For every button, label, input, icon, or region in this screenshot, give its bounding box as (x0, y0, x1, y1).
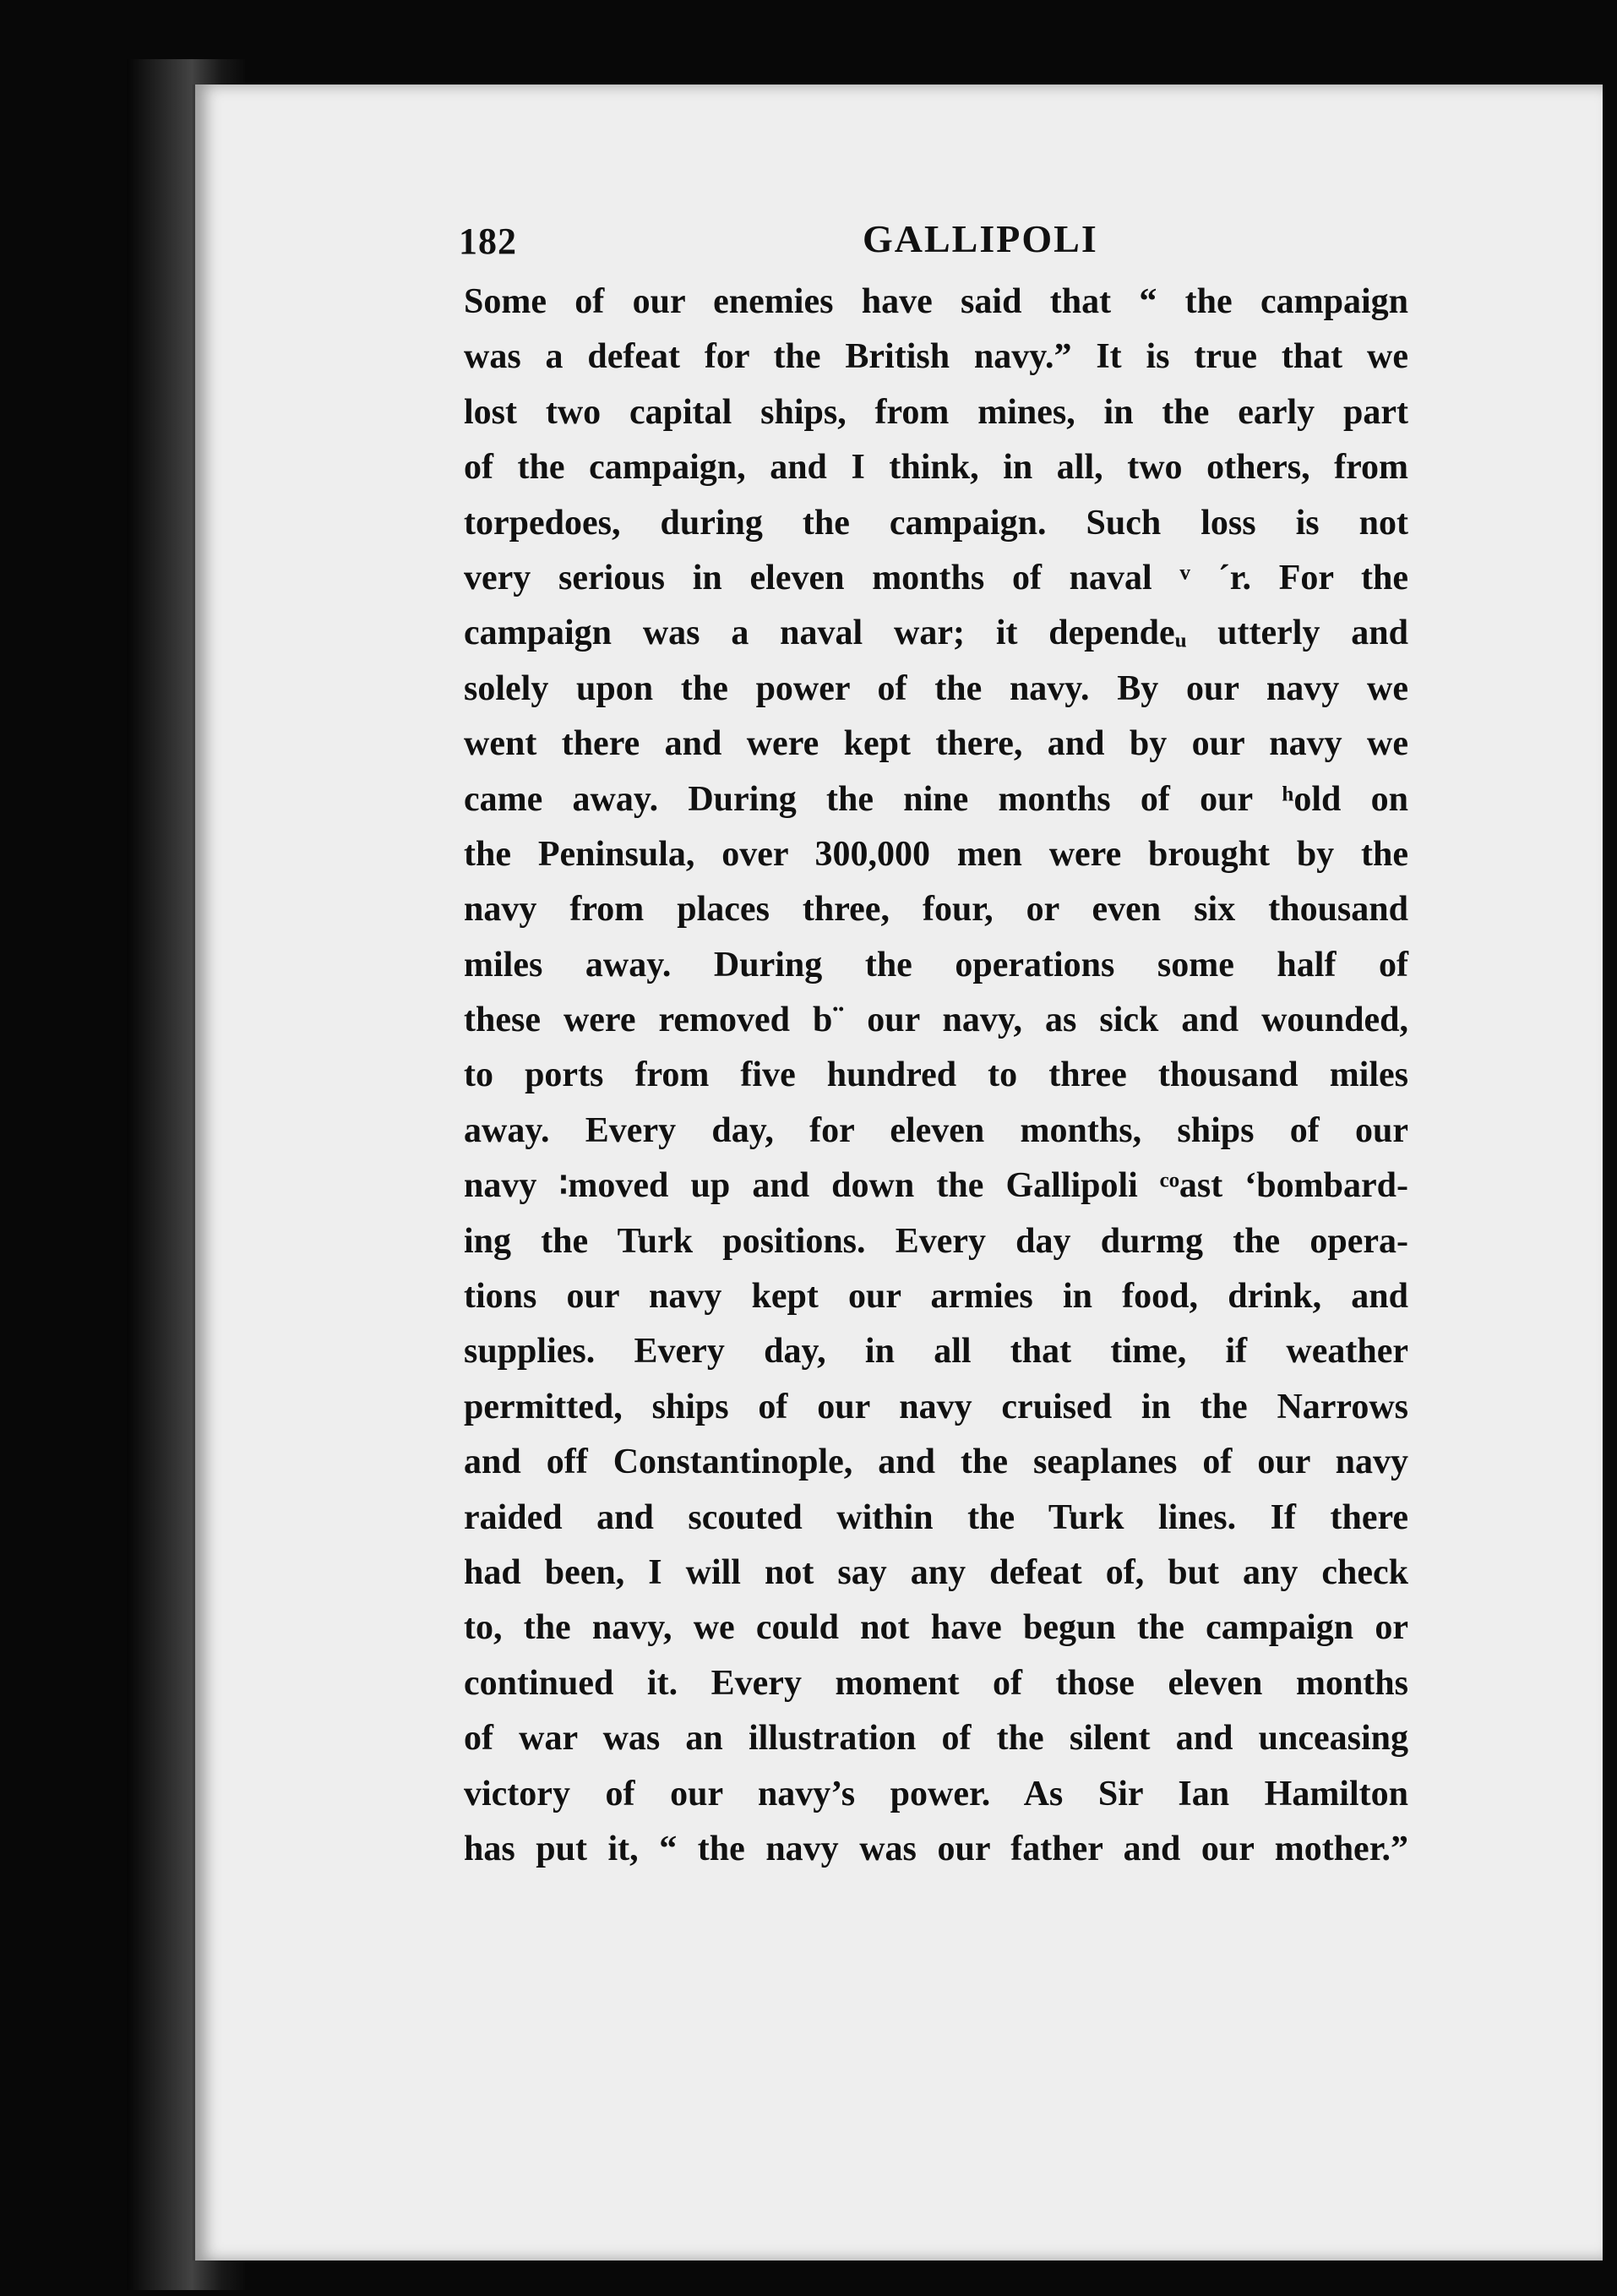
text-line: to ports from five hundred to three thousand miles (464, 1055, 1408, 1095)
text-line: victory of our navy’s power. As Sir Ian Hamilton (464, 1774, 1408, 1813)
text-line: tions our navy kept our armies in food, drink, and (464, 1277, 1408, 1317)
text-line: came away. During the nine months of our ʰold on (464, 779, 1408, 819)
text-line: navy ∶moved up and down the Gallipoli ᶜᵒast ʻbombard- (464, 1166, 1408, 1206)
text-line: had been, I will not say any defeat of, but any check (464, 1552, 1408, 1592)
text-line: permitted, ships of our navy cruised in the Narrows (464, 1387, 1408, 1426)
text-line: very serious in eleven months of naval ᵛ ´r. For the (464, 558, 1408, 597)
running-title: GALLIPOLI (863, 217, 1098, 260)
text-line: solely upon the power of the navy. By our navy we (464, 668, 1408, 708)
text-line: of the campaign, and I think, in all, two others, from (464, 448, 1408, 488)
text-line: to, the navy, we could not have begun the campaign or (464, 1608, 1408, 1648)
page-sheet (193, 85, 1603, 2261)
text-line: campaign was a naval war; it dependeᵤ utterly and (464, 614, 1408, 653)
text-line: the Peninsula, over 300,000 men were brought by the (464, 834, 1408, 874)
text-line: torpedoes, during the campaign. Such loss is not (464, 503, 1408, 543)
text-line: was a defeat for the British navy.” It is true that we (464, 337, 1408, 377)
page-number: 182 (459, 221, 517, 262)
text-line: and off Constantinople, and the seaplanes of our navy (464, 1442, 1408, 1482)
text-line: away. Every day, for eleven months, ships of our (464, 1110, 1408, 1150)
text-line: has put it, “ the navy was our father and our mother.” (464, 1829, 1408, 1868)
text-line: continued it. Every moment of those eleven months (464, 1663, 1408, 1703)
text-line: of war was an illustration of the silent and unceasing (464, 1719, 1408, 1759)
text-line: navy from places three, four, or even six thousand (464, 890, 1408, 930)
text-line: Some of our enemies have said that “ the campaign (464, 282, 1408, 321)
text-line: supplies. Every day, in all that time, if weather (464, 1332, 1408, 1372)
text-line: went there and were kept there, and by our navy we (464, 724, 1408, 764)
text-line: these were removed b¨ our navy, as sick and wounded, (464, 1001, 1408, 1040)
text-line: miles away. During the operations some half of (464, 945, 1408, 984)
text-line: lost two capital ships, from mines, in the early part (464, 392, 1408, 432)
text-line: raided and scouted within the Turk lines. If there (464, 1497, 1408, 1537)
body-paragraph (464, 275, 1408, 1877)
text-line: ing the Turk positions. Every day durmg the opera- (464, 1221, 1408, 1261)
